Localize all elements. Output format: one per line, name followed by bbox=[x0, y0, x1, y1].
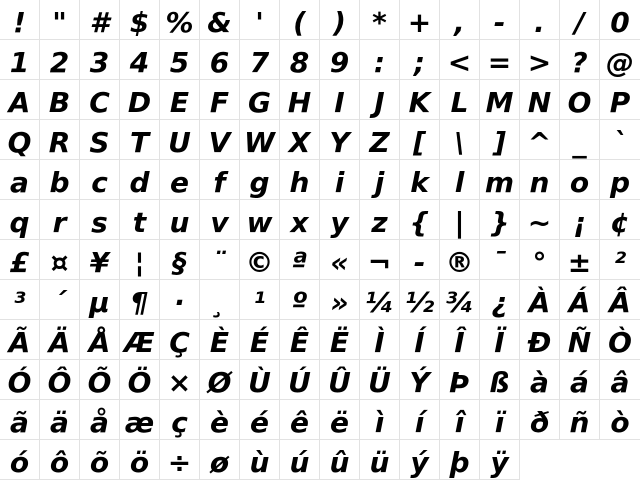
glyph-cell[interactable]: ú bbox=[280, 440, 320, 480]
glyph-cell[interactable]: ø bbox=[200, 440, 240, 480]
glyph-cell[interactable]: K bbox=[400, 80, 440, 120]
glyph-cell[interactable]: ¥ bbox=[80, 240, 120, 280]
glyph-cell[interactable]: 0 bbox=[600, 0, 640, 40]
glyph-cell[interactable]: Á bbox=[560, 280, 600, 320]
glyph-cell[interactable]: ä bbox=[40, 400, 80, 440]
glyph-cell[interactable]: Ç bbox=[160, 320, 200, 360]
glyph-cell[interactable]: × bbox=[160, 360, 200, 400]
glyph-cell[interactable]: c bbox=[80, 160, 120, 200]
glyph-cell[interactable]: u bbox=[160, 200, 200, 240]
glyph-cell[interactable]: v bbox=[200, 200, 240, 240]
glyph-cell[interactable]: Ä bbox=[40, 320, 80, 360]
glyph-cell[interactable]: 4 bbox=[120, 40, 160, 80]
glyph-cell[interactable]: ò bbox=[600, 400, 640, 440]
glyph-cell[interactable]: : bbox=[360, 40, 400, 80]
glyph-cell[interactable]: W bbox=[240, 120, 280, 160]
glyph-cell[interactable]: Ü bbox=[360, 360, 400, 400]
glyph-cell[interactable]: ê bbox=[280, 400, 320, 440]
glyph-cell[interactable]: ð bbox=[520, 400, 560, 440]
glyph-cell[interactable]: " bbox=[40, 0, 80, 40]
glyph-cell[interactable]: ² bbox=[600, 240, 640, 280]
glyph-cell[interactable]: N bbox=[520, 80, 560, 120]
glyph-cell[interactable]: = bbox=[480, 40, 520, 80]
glyph-cell[interactable]: ó bbox=[0, 440, 40, 480]
glyph-cell[interactable]: 8 bbox=[280, 40, 320, 80]
glyph-cell[interactable]: § bbox=[160, 240, 200, 280]
glyph-cell[interactable]: E bbox=[160, 80, 200, 120]
glyph-cell[interactable]: û bbox=[320, 440, 360, 480]
glyph-cell[interactable]: T bbox=[120, 120, 160, 160]
glyph-cell[interactable]: h bbox=[280, 160, 320, 200]
glyph-cell[interactable]: J bbox=[360, 80, 400, 120]
glyph-cell[interactable]: ± bbox=[560, 240, 600, 280]
glyph-cell[interactable]: Ê bbox=[280, 320, 320, 360]
glyph-cell[interactable]: % bbox=[160, 0, 200, 40]
glyph-cell[interactable]: ¿ bbox=[480, 280, 520, 320]
glyph-cell[interactable]: ñ bbox=[560, 400, 600, 440]
glyph-cell[interactable]: ¸ bbox=[200, 280, 240, 320]
glyph-cell[interactable]: ÿ bbox=[480, 440, 520, 480]
glyph-cell[interactable]: ® bbox=[440, 240, 480, 280]
glyph-cell[interactable]: Æ bbox=[120, 320, 160, 360]
glyph-cell[interactable]: ° bbox=[520, 240, 560, 280]
glyph-cell[interactable]: Â bbox=[600, 280, 640, 320]
glyph-cell[interactable]: n bbox=[520, 160, 560, 200]
glyph-cell[interactable]: ' bbox=[240, 0, 280, 40]
glyph-cell[interactable]: ë bbox=[320, 400, 360, 440]
glyph-cell[interactable]: 3 bbox=[80, 40, 120, 80]
glyph-cell[interactable]: I bbox=[320, 80, 360, 120]
glyph-cell[interactable]: Ø bbox=[200, 360, 240, 400]
glyph-cell[interactable]: ¯ bbox=[480, 240, 520, 280]
glyph-cell[interactable]: Z bbox=[360, 120, 400, 160]
glyph-cell[interactable]: Ã bbox=[0, 320, 40, 360]
glyph-cell[interactable]: w bbox=[240, 200, 280, 240]
glyph-cell[interactable]: C bbox=[80, 80, 120, 120]
glyph-cell[interactable]: V bbox=[200, 120, 240, 160]
glyph-cell[interactable]: * bbox=[360, 0, 400, 40]
glyph-cell[interactable]: Î bbox=[440, 320, 480, 360]
glyph-cell[interactable]: $ bbox=[120, 0, 160, 40]
glyph-cell[interactable]: A bbox=[0, 80, 40, 120]
glyph-cell[interactable]: { bbox=[400, 200, 440, 240]
glyph-cell[interactable]: õ bbox=[80, 440, 120, 480]
glyph-cell[interactable]: 1 bbox=[0, 40, 40, 80]
glyph-cell[interactable]: Ì bbox=[360, 320, 400, 360]
glyph-cell[interactable]: F bbox=[200, 80, 240, 120]
glyph-cell[interactable]: Ò bbox=[600, 320, 640, 360]
glyph-cell[interactable]: O bbox=[560, 80, 600, 120]
glyph-cell[interactable]: ï bbox=[480, 400, 520, 440]
glyph-cell[interactable]: ô bbox=[40, 440, 80, 480]
glyph-cell[interactable]: Ù bbox=[240, 360, 280, 400]
glyph-cell[interactable]: # bbox=[80, 0, 120, 40]
glyph-cell[interactable]: a bbox=[0, 160, 40, 200]
glyph-cell[interactable]: ª bbox=[280, 240, 320, 280]
glyph-cell[interactable]: « bbox=[320, 240, 360, 280]
glyph-cell[interactable]: , bbox=[440, 0, 480, 40]
glyph-cell[interactable]: ¨ bbox=[200, 240, 240, 280]
glyph-cell[interactable]: © bbox=[240, 240, 280, 280]
glyph-cell[interactable]: ½ bbox=[400, 280, 440, 320]
glyph-cell[interactable]: µ bbox=[80, 280, 120, 320]
glyph-cell[interactable]: ã bbox=[0, 400, 40, 440]
glyph-cell[interactable]: Ó bbox=[0, 360, 40, 400]
glyph-cell[interactable]: Ï bbox=[480, 320, 520, 360]
empty-cell bbox=[560, 440, 600, 480]
glyph-cell[interactable]: i bbox=[320, 160, 360, 200]
glyph-cell[interactable]: » bbox=[320, 280, 360, 320]
glyph-cell[interactable]: H bbox=[280, 80, 320, 120]
glyph-cell[interactable]: 9 bbox=[320, 40, 360, 80]
glyph-cell[interactable]: } bbox=[480, 200, 520, 240]
glyph-cell[interactable]: Û bbox=[320, 360, 360, 400]
glyph-cell[interactable]: < bbox=[440, 40, 480, 80]
glyph-cell[interactable]: Å bbox=[80, 320, 120, 360]
glyph-cell[interactable]: É bbox=[240, 320, 280, 360]
glyph-cell[interactable]: ) bbox=[320, 0, 360, 40]
glyph-cell[interactable]: Ñ bbox=[560, 320, 600, 360]
glyph-cell[interactable]: Ô bbox=[40, 360, 80, 400]
glyph-cell[interactable]: U bbox=[160, 120, 200, 160]
glyph-cell[interactable]: x bbox=[280, 200, 320, 240]
glyph-cell[interactable]: Ð bbox=[520, 320, 560, 360]
glyph-cell[interactable]: _ bbox=[560, 120, 600, 160]
glyph-cell[interactable]: Y bbox=[320, 120, 360, 160]
glyph-cell[interactable]: q bbox=[0, 200, 40, 240]
glyph-cell[interactable]: ù bbox=[240, 440, 280, 480]
glyph-cell[interactable]: S bbox=[80, 120, 120, 160]
glyph-cell[interactable]: g bbox=[240, 160, 280, 200]
glyph-cell[interactable]: B bbox=[40, 80, 80, 120]
glyph-cell[interactable]: £ bbox=[0, 240, 40, 280]
glyph-cell[interactable]: ] bbox=[480, 120, 520, 160]
glyph-cell[interactable]: & bbox=[200, 0, 240, 40]
glyph-cell[interactable]: ´ bbox=[40, 280, 80, 320]
glyph-cell[interactable]: [ bbox=[400, 120, 440, 160]
glyph-cell[interactable]: f bbox=[200, 160, 240, 200]
glyph-cell[interactable]: ~ bbox=[520, 200, 560, 240]
glyph-cell[interactable]: \ bbox=[440, 120, 480, 160]
glyph-cell[interactable]: ( bbox=[280, 0, 320, 40]
glyph-cell[interactable]: t bbox=[120, 200, 160, 240]
glyph-cell[interactable]: G bbox=[240, 80, 280, 120]
glyph-cell[interactable]: m bbox=[480, 160, 520, 200]
glyph-cell[interactable]: k bbox=[400, 160, 440, 200]
glyph-cell[interactable]: é bbox=[240, 400, 280, 440]
glyph-cell[interactable]: · bbox=[160, 280, 200, 320]
glyph-cell[interactable]: ¦ bbox=[120, 240, 160, 280]
glyph-cell[interactable]: Ë bbox=[320, 320, 360, 360]
glyph-cell[interactable]: í bbox=[400, 400, 440, 440]
glyph-cell[interactable]: + bbox=[400, 0, 440, 40]
glyph-cell[interactable]: è bbox=[200, 400, 240, 440]
glyph-cell[interactable]: 5 bbox=[160, 40, 200, 80]
glyph-cell[interactable]: à bbox=[520, 360, 560, 400]
glyph-cell[interactable]: ì bbox=[360, 400, 400, 440]
glyph-cell[interactable]: r bbox=[40, 200, 80, 240]
glyph-cell[interactable]: þ bbox=[440, 440, 480, 480]
glyph-cell[interactable]: È bbox=[200, 320, 240, 360]
glyph-cell[interactable]: j bbox=[360, 160, 400, 200]
glyph-cell[interactable]: o bbox=[560, 160, 600, 200]
empty-cell bbox=[600, 440, 640, 480]
glyph-cell[interactable]: á bbox=[560, 360, 600, 400]
glyph-cell[interactable]: @ bbox=[600, 40, 640, 80]
glyph-cell[interactable]: ¢ bbox=[600, 200, 640, 240]
glyph-cell[interactable]: ö bbox=[120, 440, 160, 480]
empty-cell bbox=[520, 440, 560, 480]
glyph-cell[interactable]: ; bbox=[400, 40, 440, 80]
glyph-cell[interactable]: D bbox=[120, 80, 160, 120]
glyph-cell[interactable]: Ú bbox=[280, 360, 320, 400]
glyph-cell[interactable]: P bbox=[600, 80, 640, 120]
glyph-cell[interactable]: 7 bbox=[240, 40, 280, 80]
glyph-cell[interactable]: z bbox=[360, 200, 400, 240]
glyph-cell[interactable]: ç bbox=[160, 400, 200, 440]
glyph-cell[interactable]: d bbox=[120, 160, 160, 200]
glyph-cell[interactable]: â bbox=[600, 360, 640, 400]
glyph-cell[interactable]: > bbox=[520, 40, 560, 80]
glyph-cell[interactable]: X bbox=[280, 120, 320, 160]
glyph-cell[interactable]: ¼ bbox=[360, 280, 400, 320]
glyph-cell[interactable]: ¾ bbox=[440, 280, 480, 320]
glyph-cell[interactable]: M bbox=[480, 80, 520, 120]
glyph-cell[interactable]: L bbox=[440, 80, 480, 120]
glyph-cell[interactable]: ÷ bbox=[160, 440, 200, 480]
glyph-cell[interactable]: ¶ bbox=[120, 280, 160, 320]
glyph-cell[interactable]: º bbox=[280, 280, 320, 320]
glyph-cell[interactable]: 6 bbox=[200, 40, 240, 80]
glyph-cell[interactable]: / bbox=[560, 0, 600, 40]
glyph-cell[interactable]: R bbox=[40, 120, 80, 160]
glyph-cell[interactable]: ? bbox=[560, 40, 600, 80]
glyph-cell[interactable]: b bbox=[40, 160, 80, 200]
glyph-cell[interactable]: l bbox=[440, 160, 480, 200]
glyph-cell[interactable]: î bbox=[440, 400, 480, 440]
glyph-cell[interactable]: p bbox=[600, 160, 640, 200]
glyph-cell[interactable]: ý bbox=[400, 440, 440, 480]
glyph-cell[interactable]: | bbox=[440, 200, 480, 240]
glyph-cell[interactable]: Q bbox=[0, 120, 40, 160]
glyph-cell[interactable]: e bbox=[160, 160, 200, 200]
glyph-cell[interactable]: s bbox=[80, 200, 120, 240]
glyph-cell[interactable]: ` bbox=[600, 120, 640, 160]
glyph-cell[interactable]: Í bbox=[400, 320, 440, 360]
glyph-cell[interactable]: Õ bbox=[80, 360, 120, 400]
glyph-cell[interactable]: ¤ bbox=[40, 240, 80, 280]
glyph-cell[interactable]: ü bbox=[360, 440, 400, 480]
glyph-cell[interactable]: y bbox=[320, 200, 360, 240]
glyph-cell[interactable]: ß bbox=[480, 360, 520, 400]
glyph-cell[interactable]: ¡ bbox=[560, 200, 600, 240]
glyph-cell[interactable]: ¹ bbox=[240, 280, 280, 320]
glyph-cell[interactable]: Þ bbox=[440, 360, 480, 400]
glyph-cell[interactable]: - bbox=[400, 240, 440, 280]
glyph-cell[interactable]: ^ bbox=[520, 120, 560, 160]
glyph-cell[interactable]: . bbox=[520, 0, 560, 40]
glyph-cell[interactable]: Ö bbox=[120, 360, 160, 400]
glyph-cell[interactable]: À bbox=[520, 280, 560, 320]
glyph-cell[interactable]: æ bbox=[120, 400, 160, 440]
glyph-cell[interactable]: ! bbox=[0, 0, 40, 40]
glyph-cell[interactable]: Ý bbox=[400, 360, 440, 400]
glyph-cell[interactable]: 2 bbox=[40, 40, 80, 80]
glyph-cell[interactable]: - bbox=[480, 0, 520, 40]
glyph-cell[interactable]: å bbox=[80, 400, 120, 440]
glyph-cell[interactable]: ¬ bbox=[360, 240, 400, 280]
glyph-cell[interactable]: ³ bbox=[0, 280, 40, 320]
